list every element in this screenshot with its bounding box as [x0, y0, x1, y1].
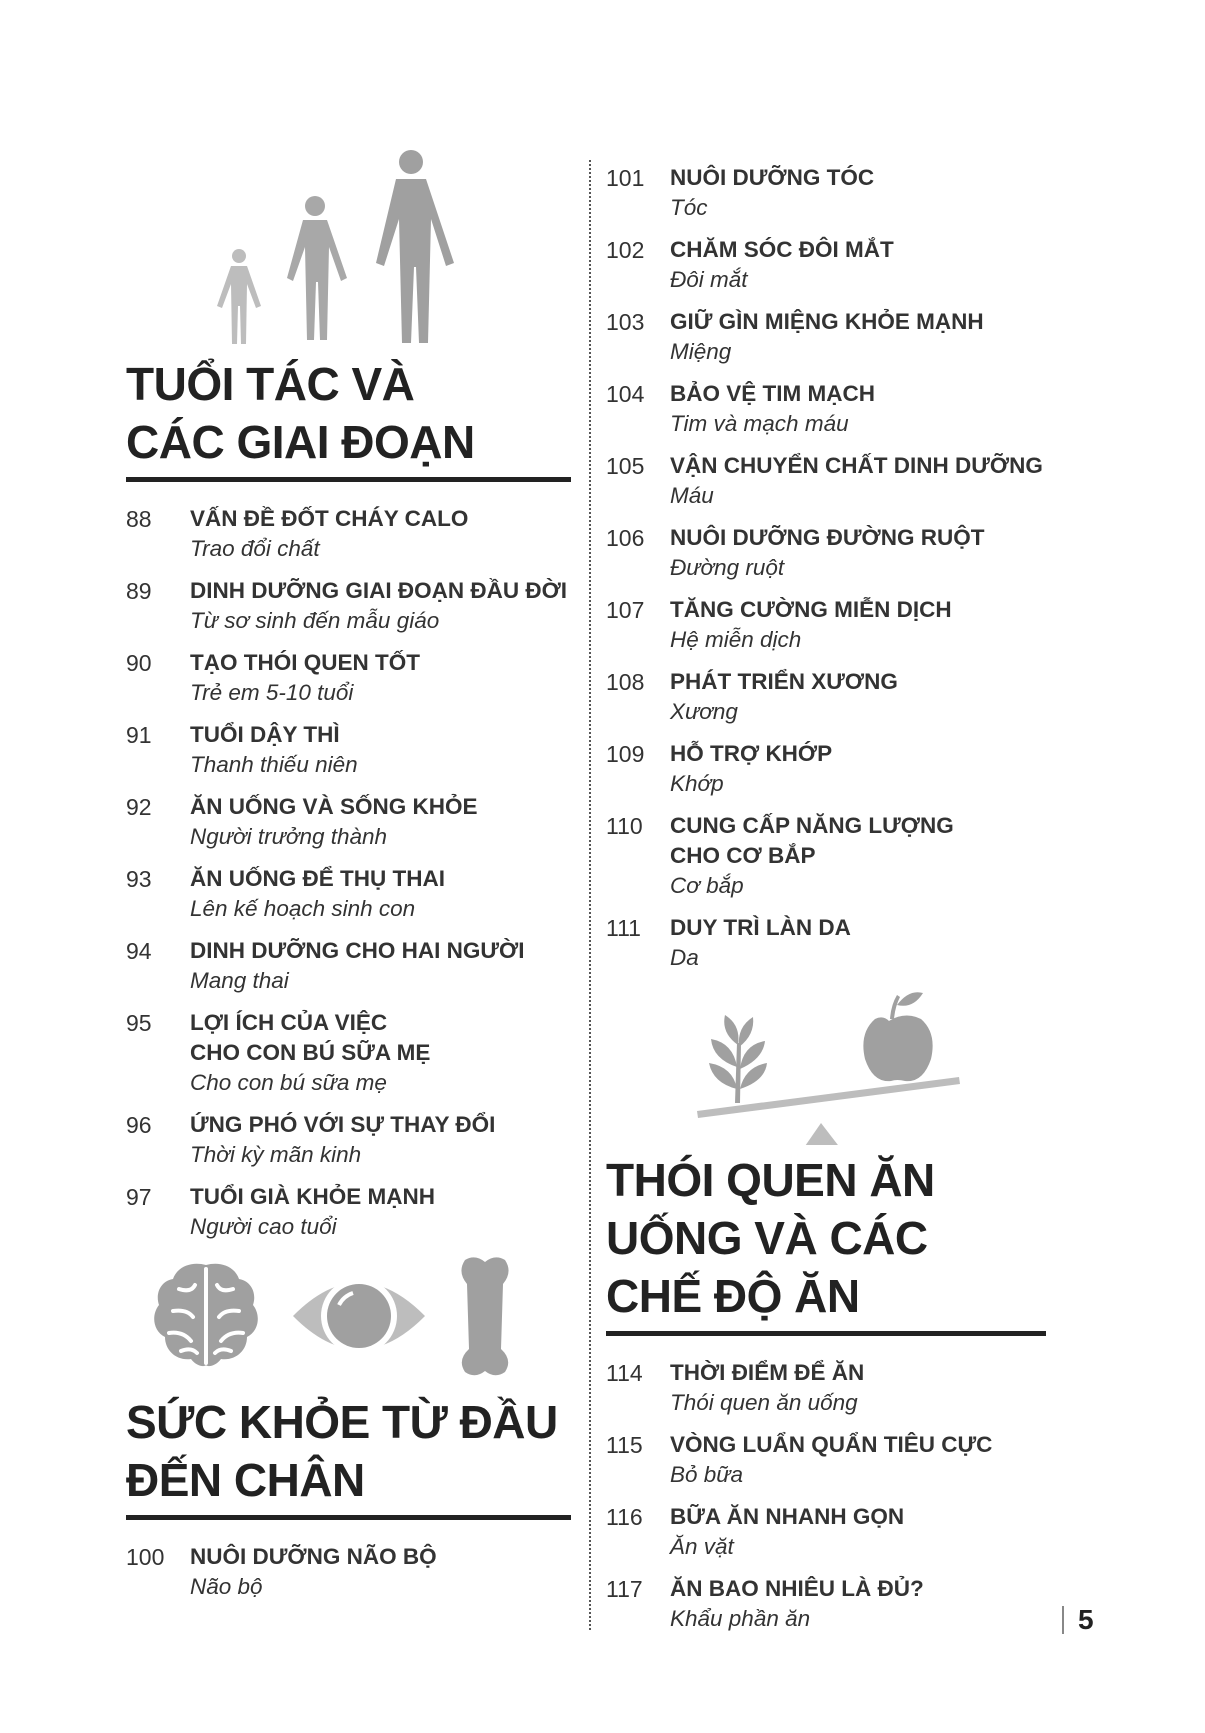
toc-entry[interactable] [606, 307, 1046, 367]
toc-title: DUY TRÌ LÀN DA [670, 915, 851, 940]
toc-entry[interactable] [126, 1182, 571, 1242]
toc-title: TUỔI DẬY THÌ [190, 722, 340, 747]
toc-subtitle: Ăn vặt [670, 1534, 734, 1559]
toc-title: THỜI ĐIỂM ĐỂ ĂN [670, 1360, 865, 1385]
toc-title: VẤN ĐỀ ĐỐT CHÁY CALO [190, 506, 469, 531]
toc-title: TUỔI GIÀ KHỎE MẠNH [190, 1184, 435, 1209]
toc-entry[interactable] [126, 720, 571, 780]
toc-page-number: 88 [126, 506, 152, 532]
toc-entry[interactable] [126, 1008, 571, 1098]
page-number: 5 [1062, 1606, 1094, 1634]
toc-page-number: 93 [126, 866, 152, 892]
toc-subtitle: Khớp [670, 771, 724, 796]
toc-page-number: 92 [126, 794, 152, 820]
toc-subtitle: Não bộ [190, 1574, 263, 1599]
toc-subtitle: Mang thai [190, 968, 289, 993]
toc-subtitle: Từ sơ sinh đến mẫu giáo [190, 608, 440, 633]
toc-title: LỢI ÍCH CỦA VIỆC [190, 1010, 388, 1035]
toc-title: NUÔI DƯỠNG TÓC [670, 165, 875, 190]
toc-list-age [126, 504, 571, 1242]
toc-subtitle: Hệ miễn dịch [670, 627, 802, 652]
toc-entry[interactable] [606, 1430, 1046, 1490]
section-title-age [126, 355, 571, 471]
toc-entry[interactable] [606, 379, 1046, 439]
toc-title: NUÔI DƯỠNG ĐƯỜNG RUỘT [670, 525, 985, 550]
toc-subtitle: Bỏ bữa [670, 1462, 744, 1487]
toc-title: ĂN UỐNG ĐỂ THỤ THAI [190, 866, 445, 891]
toc-page-number: 104 [606, 381, 645, 407]
bone-icon [457, 1254, 513, 1379]
toc-page-number: 106 [606, 525, 645, 551]
toc-subtitle: Trẻ em 5-10 tuổi [190, 680, 354, 705]
toc-entry[interactable] [126, 648, 571, 708]
toc-subtitle: Xương [670, 699, 738, 724]
toc-entry[interactable] [606, 811, 1046, 901]
toc-subtitle: Máu [670, 483, 714, 508]
toc-title: CUNG CẤP NĂNG LƯỢNG [670, 813, 954, 838]
toc-subtitle: Da [670, 945, 699, 970]
toc-title: VẬN CHUYỂN CHẤT DINH DƯỠNG [670, 453, 1043, 478]
toc-title: BẢO VỆ TIM MẠCH [670, 381, 875, 406]
toc-page-number: 114 [606, 1360, 643, 1386]
section-title-line: TUỔI TÁC VÀ [126, 358, 415, 410]
toc-entry[interactable] [606, 913, 1046, 973]
brain-icon [151, 1259, 261, 1374]
toc-title: DINH DƯỠNG CHO HAI NGƯỜI [190, 938, 525, 963]
toc-page-number: 102 [606, 237, 645, 263]
toc-entry[interactable] [606, 523, 1046, 583]
toc-entry[interactable] [606, 1574, 1046, 1634]
toc-title: HỖ TRỢ KHỚP [670, 741, 833, 766]
toc-page-number: 111 [606, 915, 641, 941]
toc-entry[interactable] [126, 936, 571, 996]
toc-subtitle: Người cao tuổi [190, 1214, 337, 1239]
toc-page-number: 105 [606, 453, 645, 479]
toc-entry[interactable] [126, 792, 571, 852]
toc-subtitle: Thời kỳ mãn kinh [190, 1142, 362, 1167]
toc-subtitle: Thanh thiếu niên [190, 752, 358, 777]
toc-entry[interactable] [606, 739, 1046, 799]
toc-page-number: 101 [606, 165, 645, 191]
toc-title: BỮA ĂN NHANH GỌN [670, 1504, 905, 1529]
toc-entry[interactable] [606, 163, 1046, 223]
toc-subtitle: Miệng [670, 339, 732, 364]
toc-subtitle: Cơ bắp [670, 873, 744, 898]
toc-subtitle: Người trưởng thành [190, 824, 388, 849]
toc-page-number: 116 [606, 1504, 643, 1530]
toc-title: GIỮ GÌN MIỆNG KHỎE MẠNH [670, 309, 984, 334]
toc-list-health-right [606, 163, 1046, 973]
toc-subtitle: Đôi mắt [670, 267, 748, 292]
toc-page-number: 115 [606, 1432, 643, 1458]
toc-title: ĂN BAO NHIÊU LÀ ĐỦ? [670, 1576, 924, 1601]
toc-page-number: 100 [126, 1544, 165, 1570]
toc-title: TĂNG CƯỜNG MIỄN DỊCH [670, 597, 952, 622]
toc-page-number: 110 [606, 813, 643, 839]
toc-entry[interactable] [126, 1110, 571, 1170]
section-title-line: UỐNG VÀ CÁC [606, 1212, 928, 1264]
section-title-health [126, 1393, 571, 1509]
toc-page-number: 97 [126, 1184, 152, 1210]
toc-page-number: 90 [126, 650, 152, 676]
toc-entry[interactable] [126, 576, 571, 636]
section-title-line: SỨC KHỎE TỪ ĐẦU [126, 1396, 558, 1448]
section-title-line: CHẾ ĐỘ ĂN [606, 1270, 860, 1322]
eye-icon [289, 1259, 429, 1374]
right-column [606, 163, 1046, 1646]
toc-page-number: 108 [606, 669, 645, 695]
section-title-line: CÁC GIAI ĐOẠN [126, 416, 475, 468]
toc-title: ỨNG PHÓ VỚI SỰ THAY ĐỔI [190, 1112, 496, 1137]
toc-page-number: 96 [126, 1112, 152, 1138]
toc-entry[interactable] [606, 667, 1046, 727]
section-rule [606, 1331, 1046, 1336]
toc-page-number: 94 [126, 938, 152, 964]
toc-page-number: 95 [126, 1010, 152, 1036]
toc-entry[interactable] [606, 1358, 1046, 1418]
balance-scale-icon [691, 985, 1046, 1145]
toc-entry[interactable] [606, 235, 1046, 295]
toc-title: PHÁT TRIỂN XƯƠNG [670, 669, 898, 694]
section-title-line: THÓI QUEN ĂN [606, 1154, 935, 1206]
health-icons [151, 1254, 571, 1379]
toc-list-habits [606, 1358, 1046, 1634]
column-divider [589, 160, 591, 1630]
toc-title: DINH DƯỠNG GIAI ĐOẠN ĐẦU ĐỜI [190, 578, 568, 603]
toc-subtitle: Khẩu phần ăn [670, 1606, 811, 1631]
toc-entry[interactable] [126, 864, 571, 924]
toc-page-number: 89 [126, 578, 152, 604]
toc-title: CHO CON BÚ SỮA MẸ [190, 1040, 431, 1065]
toc-title: CHO CƠ BẮP [670, 843, 816, 868]
toc-entry[interactable] [126, 1542, 571, 1602]
toc-title: NUÔI DƯỠNG NÃO BỘ [190, 1544, 437, 1569]
toc-subtitle: Lên kế hoạch sinh con [190, 896, 416, 921]
left-column [126, 150, 571, 1614]
toc-page-number: 91 [126, 722, 152, 748]
toc-title: VÒNG LUẨN QUẨN TIÊU CỰC [670, 1432, 993, 1457]
people-growing-icon [211, 150, 571, 355]
section-rule [126, 477, 571, 482]
toc-subtitle: Trao đổi chất [190, 536, 320, 561]
toc-subtitle: Tim và mạch máu [670, 411, 849, 436]
section-title-line: ĐẾN CHÂN [126, 1454, 365, 1506]
toc-entry[interactable] [606, 1502, 1046, 1562]
toc-page-number: 103 [606, 309, 645, 335]
section-title-habits [606, 1151, 1046, 1325]
toc-entry[interactable] [606, 451, 1046, 511]
toc-page-number: 117 [606, 1576, 643, 1602]
toc-subtitle: Cho con bú sữa mẹ [190, 1070, 387, 1095]
toc-page-number: 107 [606, 597, 645, 623]
toc-page-number: 109 [606, 741, 645, 767]
toc-title: TẠO THÓI QUEN TỐT [190, 650, 420, 675]
toc-subtitle: Tóc [670, 195, 708, 220]
toc-title: CHĂM SÓC ĐÔI MẮT [670, 237, 894, 262]
toc-title: ĂN UỐNG VÀ SỐNG KHỎE [190, 794, 478, 819]
toc-entry[interactable] [126, 504, 571, 564]
toc-subtitle: Thói quen ăn uống [670, 1390, 858, 1415]
toc-subtitle: Đường ruột [670, 555, 785, 580]
toc-entry[interactable] [606, 595, 1046, 655]
section-rule [126, 1515, 571, 1520]
toc-list-health-left [126, 1542, 571, 1602]
